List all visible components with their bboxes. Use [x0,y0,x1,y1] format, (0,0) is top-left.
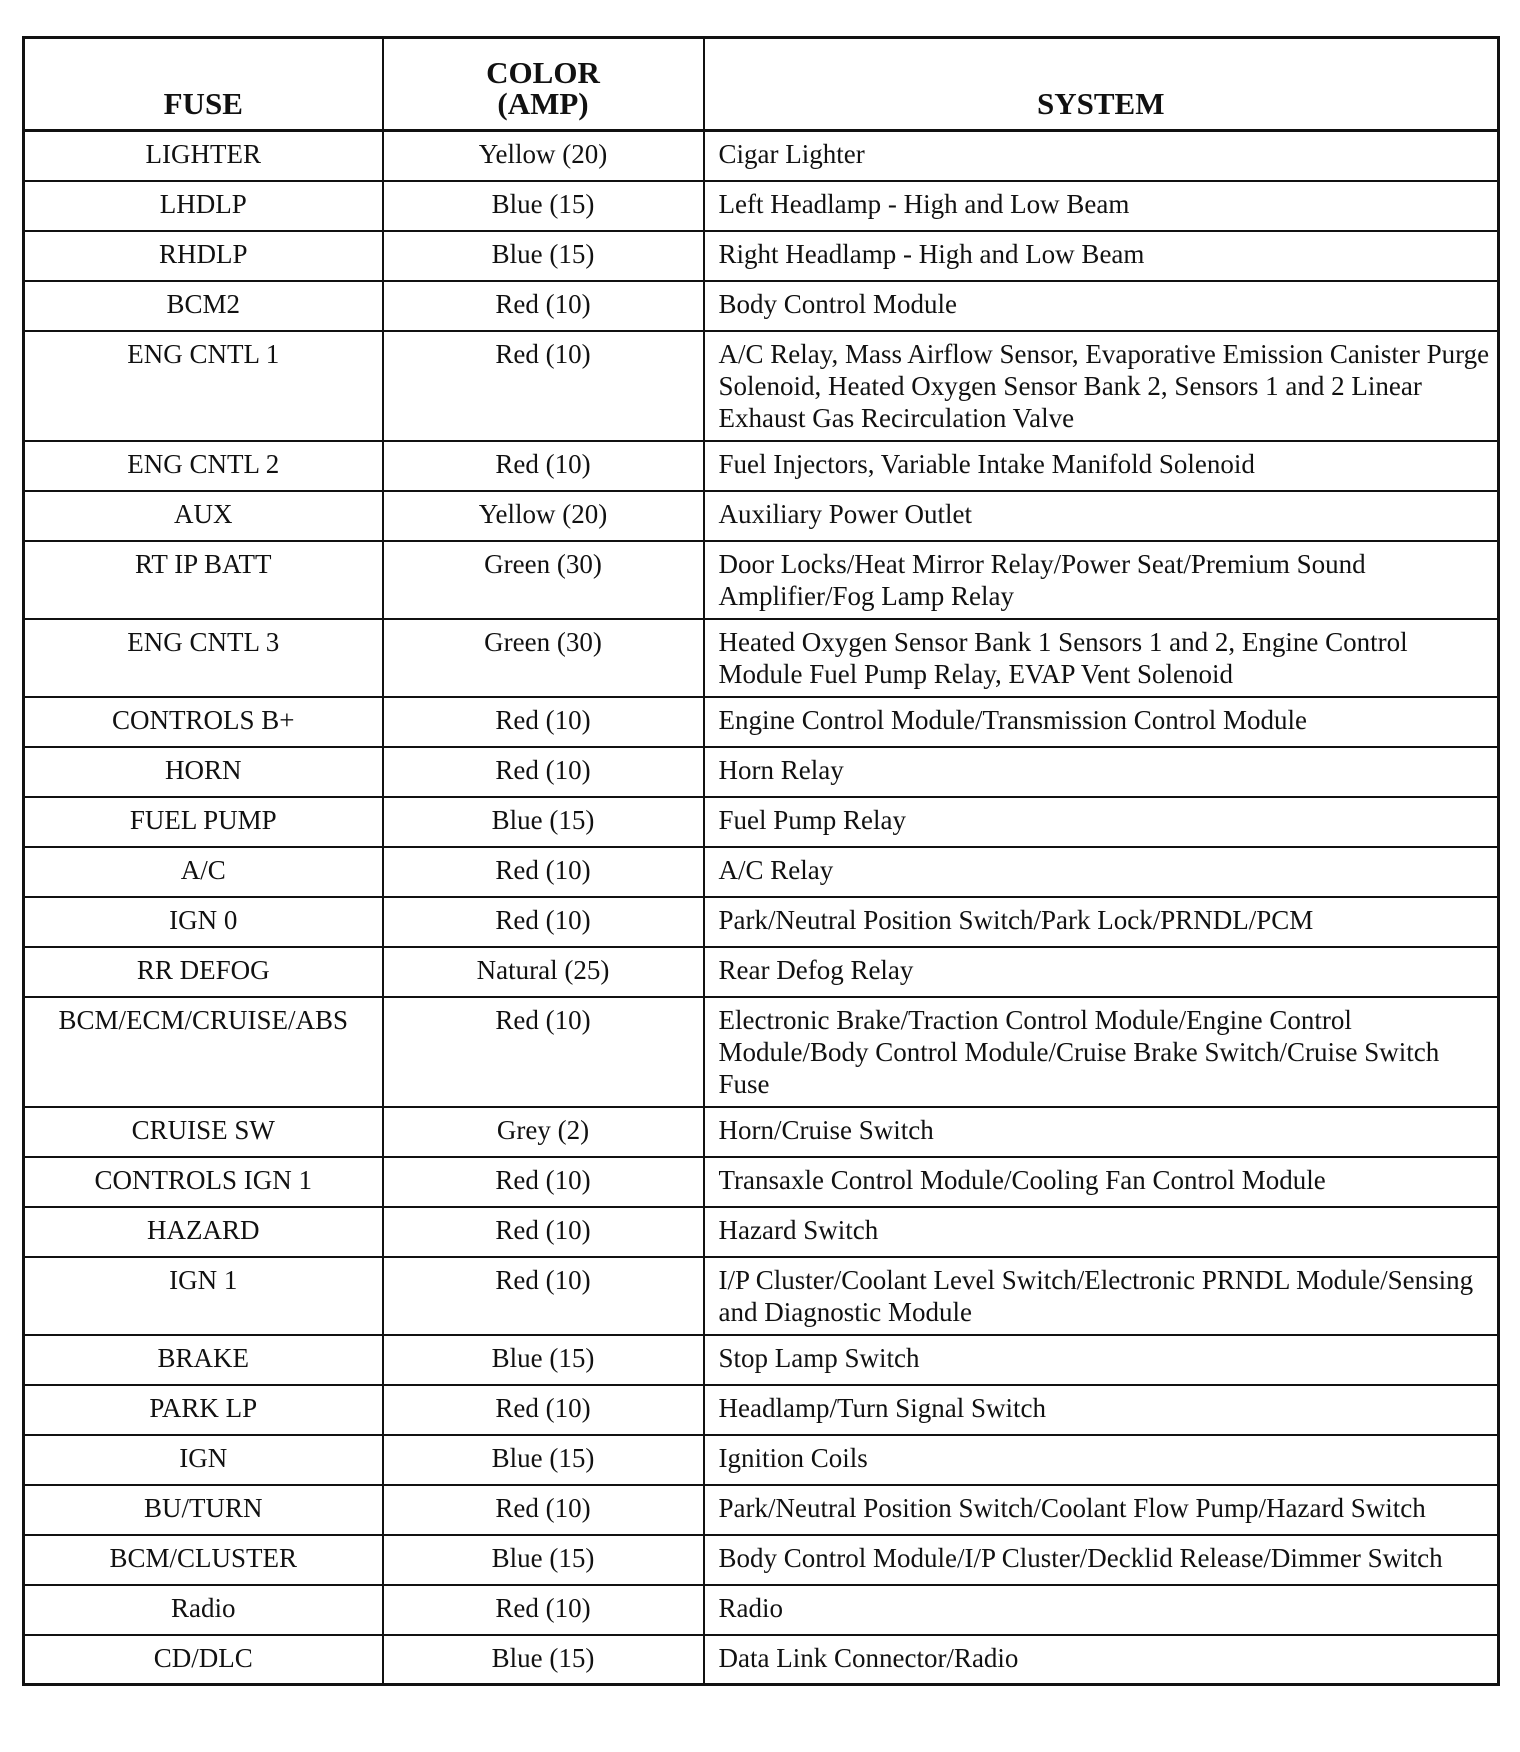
fuse-color-cell: Yellow (20) [383,491,704,541]
fuse-system-cell: Fuel Pump Relay [704,797,1499,847]
fuse-name-cell: Radio [24,1585,383,1635]
table-row [24,1435,1499,1485]
table-row [24,619,1499,697]
header-fuse [24,38,383,131]
table-row [24,897,1499,947]
header-system-label: SYSTEM [1037,86,1165,121]
fuse-name-cell: BCM/ECM/CRUISE/ABS [24,997,383,1107]
header-color [383,38,704,131]
fuse-color-cell: Red (10) [383,1585,704,1635]
fuse-color-cell: Red (10) [383,1385,704,1435]
table-row [24,331,1499,441]
fuse-color-cell: Red (10) [383,281,704,331]
fuse-name-cell: RHDLP [24,231,383,281]
fuse-name-cell: IGN 0 [24,897,383,947]
fuse-table [22,36,1500,1686]
fuse-system-cell: Fuel Injectors, Variable Intake Manifold Solenoid [704,441,1499,491]
fuse-color-cell: Yellow (20) [383,131,704,181]
table-header [24,38,1499,131]
fuse-color-cell: Blue (15) [383,1635,704,1685]
table-row [24,231,1499,281]
fuse-name-cell: HORN [24,747,383,797]
fuse-name-cell: BU/TURN [24,1485,383,1535]
table-row [24,747,1499,797]
fuse-name-cell: HAZARD [24,1207,383,1257]
fuse-name-cell: A/C [24,847,383,897]
fuse-system-cell: Auxiliary Power Outlet [704,491,1499,541]
fuse-color-cell: Blue (15) [383,181,704,231]
table-row [24,1335,1499,1385]
fuse-color-cell: Red (10) [383,897,704,947]
fuse-color-cell: Green (30) [383,619,704,697]
fuse-system-cell: Body Control Module [704,281,1499,331]
fuse-system-cell: Heated Oxygen Sensor Bank 1 Sensors 1 and 2, Engine Control Module Fuel Pump Relay, EVAP Vent Solenoid [704,619,1499,697]
fuse-color-cell: Red (10) [383,997,704,1107]
fuse-system-cell: Park/Neutral Position Switch/Coolant Flow Pump/Hazard Switch [704,1485,1499,1535]
fuse-name-cell: CD/DLC [24,1635,383,1685]
fuse-system-cell: Data Link Connector/Radio [704,1635,1499,1685]
table-row [24,797,1499,847]
fuse-system-cell: Stop Lamp Switch [704,1335,1499,1385]
fuse-color-cell: Blue (15) [383,797,704,847]
fuse-name-cell: PARK LP [24,1385,383,1435]
fuse-color-cell: Blue (15) [383,231,704,281]
fuse-name-cell: IGN [24,1435,383,1485]
fuse-system-cell: Body Control Module/I/P Cluster/Decklid Release/Dimmer Switch [704,1535,1499,1585]
fuse-color-cell: Red (10) [383,1257,704,1335]
table-row [24,847,1499,897]
fuse-name-cell: IGN 1 [24,1257,383,1335]
table-row [24,1207,1499,1257]
fuse-color-cell: Green (30) [383,541,704,619]
fuse-name-cell: LHDLP [24,181,383,231]
fuse-name-cell: ENG CNTL 2 [24,441,383,491]
table-row [24,947,1499,997]
fuse-color-cell: Red (10) [383,1157,704,1207]
fuse-system-cell: Cigar Lighter [704,131,1499,181]
fuse-name-cell: LIGHTER [24,131,383,181]
fuse-system-cell: I/P Cluster/Coolant Level Switch/Electronic PRNDL Module/Sensing and Diagnostic Module [704,1257,1499,1335]
table-row [24,181,1499,231]
fuse-system-cell: Headlamp/Turn Signal Switch [704,1385,1499,1435]
fuse-system-cell: Rear Defog Relay [704,947,1499,997]
fuse-system-cell: Door Locks/Heat Mirror Relay/Power Seat/Premium Sound Amplifier/Fog Lamp Relay [704,541,1499,619]
header-system [704,38,1499,131]
table-row [24,1535,1499,1585]
fuse-name-cell: CONTROLS B+ [24,697,383,747]
fuse-color-cell: Red (10) [383,441,704,491]
header-row [24,38,1499,131]
fuse-name-cell: CRUISE SW [24,1107,383,1157]
table-row [24,281,1499,331]
fuse-color-cell: Blue (15) [383,1435,704,1485]
fuse-system-cell: Park/Neutral Position Switch/Park Lock/PRNDL/PCM [704,897,1499,947]
fuse-name-cell: ENG CNTL 1 [24,331,383,441]
fuse-system-cell: Hazard Switch [704,1207,1499,1257]
fuse-system-cell: Electronic Brake/Traction Control Module/Engine Control Module/Body Control Module/Cruise Brake Switch/Cruise Switch Fuse [704,997,1499,1107]
fuse-system-cell: A/C Relay, Mass Airflow Sensor, Evaporative Emission Canister Purge Solenoid, Heated Oxygen Sensor Bank 2, Sensors 1 and 2 Linear Exhaust Gas Recirculation Valve [704,331,1499,441]
header-amp-label: (AMP) [497,86,589,121]
fuse-system-cell: A/C Relay [704,847,1499,897]
table-row [24,541,1499,619]
fuse-color-cell: Red (10) [383,747,704,797]
fuse-system-cell: Horn/Cruise Switch [704,1107,1499,1157]
fuse-system-cell: Right Headlamp - High and Low Beam [704,231,1499,281]
table-row [24,491,1499,541]
fuse-color-cell: Red (10) [383,697,704,747]
fuse-name-cell: CONTROLS IGN 1 [24,1157,383,1207]
fuse-system-cell: Radio [704,1585,1499,1635]
header-color-label: COLOR [486,55,600,90]
fuse-system-cell: Ignition Coils [704,1435,1499,1485]
fuse-name-cell: BCM/CLUSTER [24,1535,383,1585]
fuse-system-cell: Left Headlamp - High and Low Beam [704,181,1499,231]
fuse-name-cell: BRAKE [24,1335,383,1385]
fuse-name-cell: AUX [24,491,383,541]
fuse-name-cell: BCM2 [24,281,383,331]
table-row [24,131,1499,181]
table-row [24,1485,1499,1535]
table-row [24,697,1499,747]
table-row [24,441,1499,491]
fuse-color-cell: Grey (2) [383,1107,704,1157]
fuse-color-cell: Red (10) [383,1207,704,1257]
table-row [24,997,1499,1107]
fuse-name-cell: RR DEFOG [24,947,383,997]
fuse-color-cell: Blue (15) [383,1335,704,1385]
table-row [24,1635,1499,1685]
fuse-color-cell: Blue (15) [383,1535,704,1585]
table-body [24,131,1499,1685]
fuse-name-cell: ENG CNTL 3 [24,619,383,697]
fuse-color-cell: Red (10) [383,331,704,441]
fuse-color-cell: Red (10) [383,1485,704,1535]
fuse-system-cell: Transaxle Control Module/Cooling Fan Control Module [704,1157,1499,1207]
fuse-name-cell: RT IP BATT [24,541,383,619]
table-row [24,1107,1499,1157]
header-fuse-label: FUSE [163,86,243,121]
fuse-color-cell: Natural (25) [383,947,704,997]
fuse-name-cell: FUEL PUMP [24,797,383,847]
table-row [24,1585,1499,1635]
fuse-color-cell: Red (10) [383,847,704,897]
fuse-system-cell: Engine Control Module/Transmission Control Module [704,697,1499,747]
table-row [24,1257,1499,1335]
table-row [24,1385,1499,1435]
table-row [24,1157,1499,1207]
fuse-system-cell: Horn Relay [704,747,1499,797]
